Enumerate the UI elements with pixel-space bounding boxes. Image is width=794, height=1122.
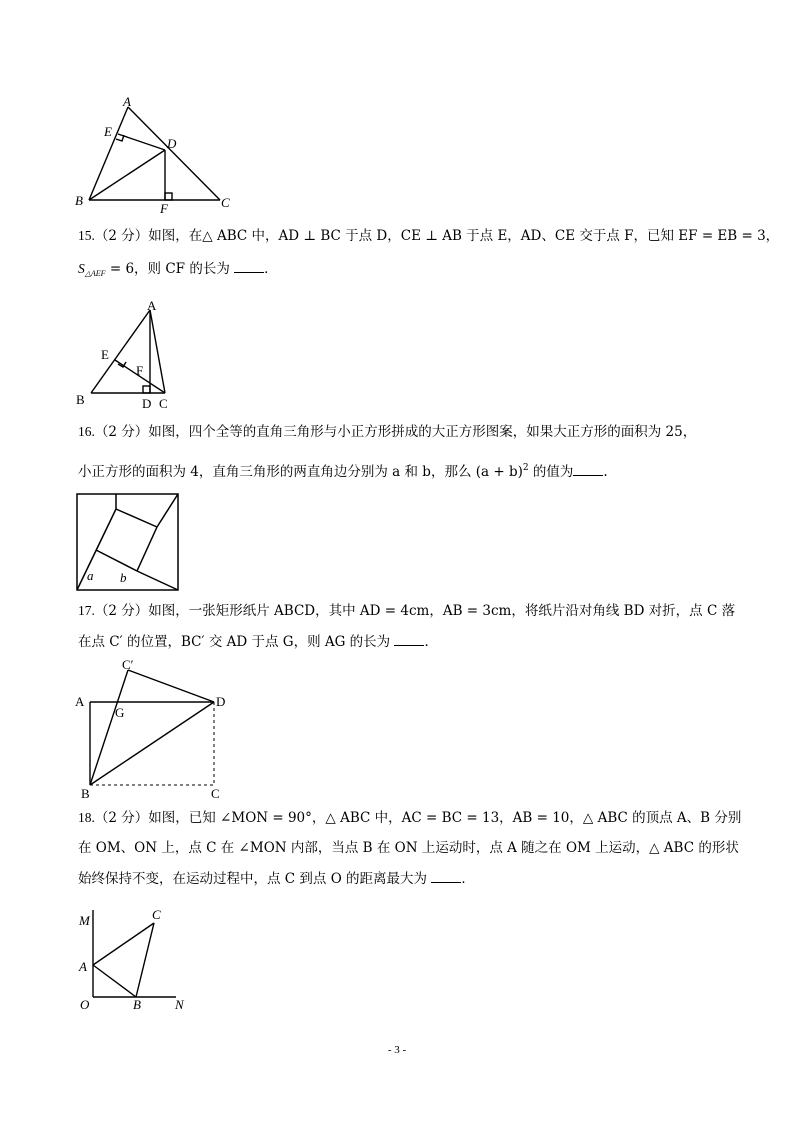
label-b: B: [81, 786, 90, 801]
figure-q16: [76, 490, 182, 596]
figure-q17-svg: [72, 656, 242, 801]
page-number: - 3 -: [387, 1044, 407, 1056]
question-text: 小正方形的面积为 4，直角三角形的两直角边分别为 a 和 b，那么 (a + b): [78, 464, 523, 480]
answer-blank[interactable]: [234, 258, 264, 273]
question-17-line-2: [78, 631, 718, 652]
area-symbol: S: [78, 261, 85, 276]
question-18: [78, 808, 742, 889]
label-a: A: [79, 959, 87, 974]
question-text: 如图，在△ ABC 中，AD ⊥ BC 于点 D，CE ⊥ AB 于点 E，AD、CE 交于点 F，已知 EF = EB = 3，: [148, 228, 780, 244]
label-d: D: [216, 694, 226, 709]
label-f: F: [160, 201, 168, 216]
label-a: A: [147, 298, 157, 313]
question-text-rest: 的值为: [528, 464, 574, 480]
label-c: C: [221, 195, 230, 210]
answer-blank[interactable]: [573, 461, 603, 476]
label-a: A: [123, 94, 131, 109]
label-f: F: [136, 363, 144, 378]
question-score: （2 分）: [94, 424, 149, 440]
question-18-line-1: [78, 808, 742, 828]
label-a: a: [87, 568, 94, 583]
figure-q16-svg: [76, 490, 182, 596]
end-mark: .: [603, 464, 608, 480]
area-subscript: △AEF: [84, 269, 106, 278]
question-18-line-2: [78, 838, 739, 858]
question-text: 始终保持不变，在运动过程中，点 C 到点 O 的距离最大为: [78, 871, 432, 887]
figure-q15: [70, 298, 190, 413]
label-c: C: [211, 786, 220, 801]
question-15: [78, 226, 780, 284]
exponent: 2: [522, 463, 529, 473]
end-mark: ．: [424, 634, 438, 650]
figure-q15-svg: [70, 298, 190, 413]
question-18-line-3: [78, 868, 718, 889]
figure-q18: [76, 905, 196, 1015]
question-text-rest: = 6，则 CF 的长为: [105, 261, 235, 277]
label-d: D: [167, 136, 177, 151]
label-a: A: [75, 694, 85, 709]
label-c-prime: C′: [122, 657, 134, 672]
answer-blank[interactable]: [431, 868, 461, 883]
question-text: 在 OM、ON 上，点 C 在 ∠MON 内部，当点 B 在 ON 上运动时，点 A 随之在 OM 上运动，△ ABC 的形状: [78, 840, 739, 856]
question-score: （2 分）: [94, 810, 149, 826]
label-c: C: [152, 907, 161, 922]
label-b: B: [75, 193, 83, 208]
label-e: E: [104, 124, 112, 139]
question-text: 如图，四个全等的直角三角形与小正方形拼成的大正方形图案，如果大正方形的面积为 25，: [148, 424, 697, 440]
label-g: G: [115, 705, 125, 720]
question-15-line-1: [78, 226, 780, 246]
label-e: E: [101, 347, 109, 362]
label-o: O: [80, 997, 90, 1012]
question-17: [78, 601, 736, 652]
label-n: N: [175, 997, 184, 1012]
answer-blank[interactable]: [394, 631, 424, 646]
question-17-line-1: [78, 601, 736, 621]
end-mark: ．: [461, 871, 475, 887]
question-16: [78, 422, 718, 482]
label-d: D: [142, 396, 152, 411]
figure-q14: [70, 95, 240, 215]
end-mark: ．: [264, 261, 278, 277]
figure-q14-svg: [70, 95, 240, 215]
label-b: b: [120, 570, 127, 585]
figure-q18-svg: [76, 905, 196, 1015]
question-number: 17.: [78, 603, 95, 618]
question-number: 15.: [78, 228, 95, 243]
question-score: （2 分）: [94, 228, 149, 244]
question-16-line-2: [78, 458, 718, 482]
label-m: M: [79, 913, 90, 928]
question-number: 16.: [78, 424, 95, 439]
label-b: B: [133, 997, 141, 1012]
question-15-line-2: [78, 258, 718, 284]
question-text: 如图，一张矩形纸片 ABCD，其中 AD = 4cm，AB = 3cm，将纸片沿对角线 BD 对折，点 C 落: [148, 603, 736, 619]
question-number: 18.: [78, 810, 95, 825]
label-c: C: [159, 396, 168, 411]
label-b: B: [76, 392, 85, 407]
question-text: 如图，已知 ∠MON = 90°，△ ABC 中，AC = BC = 13，AB = 10，△ ABC 的顶点 A、B 分别: [148, 810, 742, 826]
question-text: 在点 C′ 的位置，BC′ 交 AD 于点 G，则 AG 的长为: [78, 634, 395, 650]
question-score: （2 分）: [94, 603, 149, 619]
question-16-line-1: [78, 422, 718, 442]
figure-q17: [72, 656, 242, 801]
